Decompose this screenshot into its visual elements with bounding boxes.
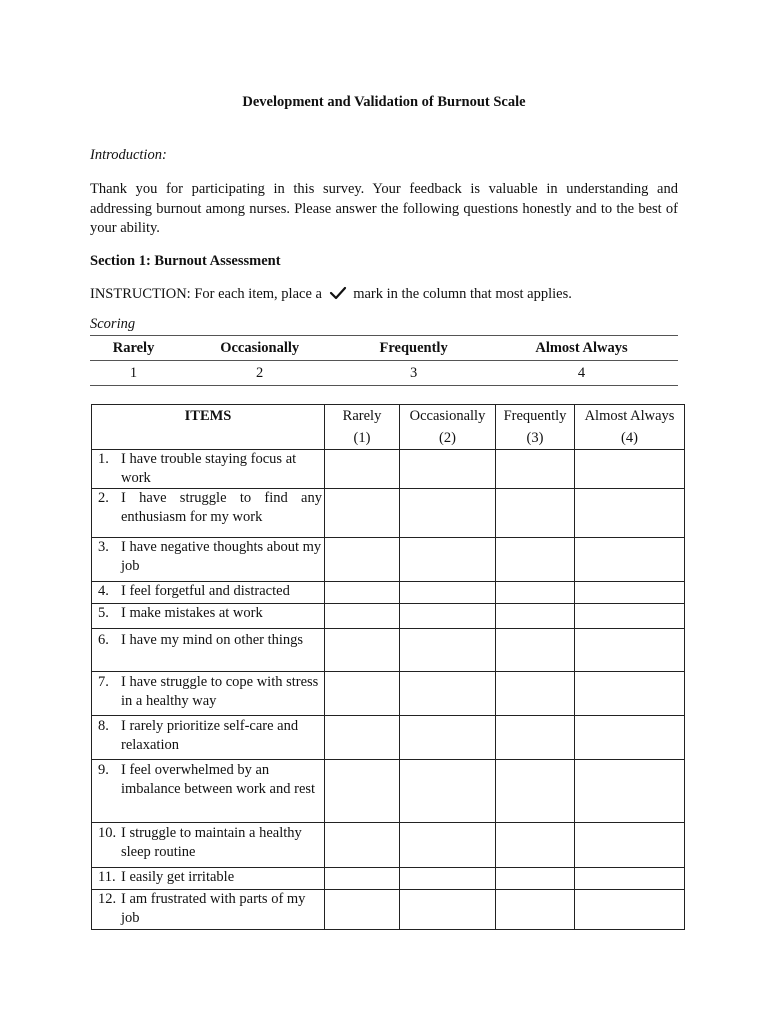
response-cell-rarely[interactable] (325, 890, 400, 930)
response-cell-almost-always[interactable] (575, 629, 685, 672)
response-cell-occasionally[interactable] (400, 760, 496, 823)
response-cell-almost-always[interactable] (575, 716, 685, 760)
scoring-header-occasionally: Occasionally (177, 336, 342, 361)
response-cell-occasionally[interactable] (400, 450, 496, 489)
response-cell-almost-always[interactable] (575, 672, 685, 716)
response-cell-frequently[interactable] (496, 538, 575, 582)
scoring-value-2: 2 (177, 361, 342, 386)
table-row (92, 582, 685, 604)
item-text: I am frustrated with parts of my job (121, 891, 306, 926)
instruction-text-before: INSTRUCTION: For each item, place a (90, 286, 322, 302)
response-cell-frequently[interactable] (496, 868, 575, 890)
response-cell-rarely[interactable] (325, 716, 400, 760)
table-row (92, 489, 685, 538)
table-row (92, 629, 685, 672)
item-number: 9. (98, 762, 109, 778)
scoring-value-1: 1 (90, 361, 177, 386)
items-column-header: ITEMS (92, 405, 325, 450)
table-row (92, 890, 685, 930)
scoring-value-3: 3 (342, 361, 485, 386)
column-label: Almost Always (584, 408, 675, 424)
item-number: 1. (98, 451, 109, 467)
document-title: Development and Validation of Burnout Scale (242, 94, 526, 110)
item-text: I struggle to maintain a healthy sleep routine (121, 825, 302, 860)
table-row (92, 823, 685, 868)
scoring-header-frequently: Frequently (342, 336, 485, 361)
response-cell-frequently[interactable] (496, 582, 575, 604)
item-cell (92, 890, 325, 930)
response-cell-occasionally[interactable] (400, 489, 496, 538)
item-cell (92, 450, 325, 489)
column-score: (3) (526, 430, 544, 446)
item-text: I feel forgetful and distracted (121, 583, 290, 599)
table-row (92, 672, 685, 716)
item-cell (92, 489, 325, 538)
response-cell-rarely[interactable] (325, 823, 400, 868)
item-cell (92, 716, 325, 760)
response-cell-occasionally[interactable] (400, 672, 496, 716)
response-cell-rarely[interactable] (325, 582, 400, 604)
column-header-almost-always (575, 405, 685, 450)
response-cell-almost-always[interactable] (575, 868, 685, 890)
item-cell (92, 823, 325, 868)
response-cell-frequently[interactable] (496, 489, 575, 538)
scoring-header-rarely: Rarely (90, 336, 177, 361)
item-number: 11. (98, 869, 116, 885)
response-cell-almost-always[interactable] (575, 489, 685, 538)
response-cell-almost-always[interactable] (575, 450, 685, 489)
column-label: Rarely (342, 408, 382, 424)
response-cell-occasionally[interactable] (400, 716, 496, 760)
item-number: 4. (98, 583, 109, 599)
response-cell-rarely[interactable] (325, 604, 400, 629)
response-cell-frequently[interactable] (496, 823, 575, 868)
section-heading: Section 1: Burnout Assessment (90, 253, 281, 269)
response-cell-occasionally[interactable] (400, 868, 496, 890)
response-cell-rarely[interactable] (325, 450, 400, 489)
column-score: (2) (439, 430, 456, 446)
response-cell-occasionally[interactable] (400, 629, 496, 672)
item-number: 5. (98, 605, 109, 621)
item-number: 7. (98, 674, 109, 690)
table-row (92, 868, 685, 890)
item-number: 12. (98, 891, 117, 907)
scoring-header-almost-always: Almost Always (485, 336, 678, 361)
response-cell-rarely[interactable] (325, 760, 400, 823)
response-cell-occasionally[interactable] (400, 604, 496, 629)
column-header-occasionally (400, 405, 496, 450)
response-cell-occasionally[interactable] (400, 538, 496, 582)
table-row (92, 716, 685, 760)
table-row (92, 760, 685, 823)
column-score: (4) (621, 430, 638, 446)
item-text: I feel overwhelmed by an imbalance between work and rest (121, 762, 316, 797)
response-cell-almost-always[interactable] (575, 604, 685, 629)
item-text: I rarely prioritize self-care and relaxation (121, 718, 299, 753)
scoring-table (90, 335, 678, 386)
item-number: 6. (98, 632, 109, 648)
table-row (92, 450, 685, 489)
item-cell (92, 604, 325, 629)
column-label: Occasionally (409, 408, 486, 424)
response-cell-rarely[interactable] (325, 672, 400, 716)
item-text: I have trouble staying focus at work (121, 451, 297, 486)
item-text: I have negative thoughts about my job (121, 539, 322, 574)
item-cell (92, 868, 325, 890)
column-header-frequently (496, 405, 575, 450)
item-cell (92, 538, 325, 582)
items-table (91, 404, 685, 930)
response-cell-almost-always[interactable] (575, 890, 685, 930)
response-cell-frequently[interactable] (496, 604, 575, 629)
item-number: 2. (98, 490, 109, 506)
response-cell-frequently[interactable] (496, 672, 575, 716)
intro-paragraph: Thank you for participating in this survey. Your feedback is valuable in understanding and addressing burnout among nurses. Please answer the following questions honestly and to the best of your ability. (90, 181, 678, 236)
item-cell (92, 672, 325, 716)
intro-label: Introduction: (90, 147, 167, 163)
table-row (92, 604, 685, 629)
item-number: 10. (98, 825, 117, 841)
scoring-label: Scoring (90, 316, 136, 332)
response-cell-almost-always[interactable] (575, 760, 685, 823)
item-cell (92, 629, 325, 672)
column-header-rarely (325, 405, 400, 450)
column-label: Frequently (503, 408, 567, 424)
response-cell-frequently[interactable] (496, 890, 575, 930)
response-cell-rarely[interactable] (325, 868, 400, 890)
item-cell (92, 760, 325, 823)
scoring-header-row (90, 336, 678, 361)
check-mark-icon (329, 286, 347, 300)
item-text: I have my mind on other things (121, 632, 304, 648)
table-row (92, 538, 685, 582)
response-cell-almost-always[interactable] (575, 538, 685, 582)
response-cell-occasionally[interactable] (400, 582, 496, 604)
item-text: I have struggle to cope with stress in a healthy way (121, 674, 319, 709)
item-text: I have struggle to find any enthusiasm for my work (121, 490, 322, 525)
scoring-values-row (90, 361, 678, 386)
response-cell-occasionally[interactable] (400, 890, 496, 930)
response-cell-rarely[interactable] (325, 538, 400, 582)
item-number: 8. (98, 718, 109, 734)
items-header-row (92, 405, 685, 450)
instruction-text-after: mark in the column that most applies. (353, 286, 572, 302)
column-score: (1) (353, 430, 371, 446)
item-text: I make mistakes at work (121, 605, 263, 621)
response-cell-occasionally[interactable] (400, 823, 496, 868)
response-cell-frequently[interactable] (496, 760, 575, 823)
scoring-value-4: 4 (485, 361, 678, 386)
item-cell (92, 582, 325, 604)
response-cell-rarely[interactable] (325, 489, 400, 538)
item-text: I easily get irritable (121, 869, 235, 885)
response-cell-almost-always[interactable] (575, 823, 685, 868)
response-cell-almost-always[interactable] (575, 582, 685, 604)
response-cell-frequently[interactable] (496, 629, 575, 672)
response-cell-rarely[interactable] (325, 629, 400, 672)
item-number: 3. (98, 539, 109, 555)
response-cell-frequently[interactable] (496, 716, 575, 760)
instruction-line (90, 286, 572, 303)
response-cell-frequently[interactable] (496, 450, 575, 489)
